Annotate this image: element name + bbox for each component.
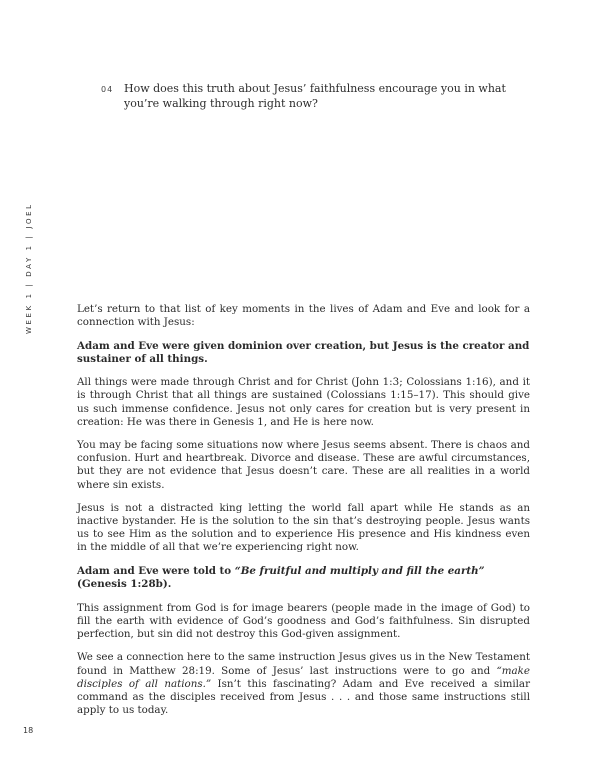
heading-reference: (Genesis 1:28b). bbox=[77, 578, 172, 591]
question-text: How does this truth about Jesus’ faithfulness encourage you in what you’re walking through right now? bbox=[124, 82, 506, 110]
body-text bbox=[77, 303, 530, 727]
section-side-label: WEEK 1 | DAY 1 | JOEL bbox=[25, 202, 33, 334]
question-number: 04 bbox=[101, 85, 114, 94]
paragraph-creator: All things were made through Christ and for Christ (John 1:3; Colossians 1:16), and it is through Christ that all things are sustained (Colossians 1:15–17). This should give us such immense confidence. Jesus not only cares for creation but is very present in creation: He was there in Genesis 1, and He is here now. bbox=[77, 376, 530, 428]
paragraph-part-a: We see a connection here to the same instruction Jesus gives us in the New Testament found in Matthew 28:19. Some of Jesus’ last instructions were to go and bbox=[77, 651, 530, 677]
paragraph-great-commission bbox=[77, 651, 530, 716]
reflection-question bbox=[101, 81, 531, 111]
heading-quote: “Be fruitful and multiply and fill the earth” bbox=[234, 565, 485, 577]
commission-quote: “make disciples of all nations.” bbox=[77, 664, 530, 690]
paragraph-assignment: This assignment from God is for image bearers (people made in the image of God) to fill the earth with evidence of God’s goodness and God’s faithfulness. Sin disrupted perfection, but sin did not destroy this God-given assignment. bbox=[77, 601, 530, 640]
section-heading-dominion: Adam and Eve were given dominion over creation, but Jesus is the creator and sustainer of all things. bbox=[77, 339, 530, 365]
paragraph-absence: You may be facing some situations now where Jesus seems absent. There is chaos and confusion. Hurt and heartbreak. Divorce and disease. These are awful circumstances, but they are not evidence that Jesus doesn’t care. These are all realities in a world where sin exists. bbox=[77, 439, 530, 491]
paragraph-part-b: Isn’t this fascinating? Adam and Eve received a similar command as the disciples received from Jesus . . . and those same instructions still apply to us today. bbox=[77, 677, 530, 716]
paragraph-solution: Jesus is not a distracted king letting the world fall apart while He stands as an inactive bystander. He is the solution to the sin that’s destroying people. Jesus wants us to see Him as the solution and to experience His presence and His kindness even in the middle of all that we’re experiencing right now. bbox=[77, 502, 530, 554]
heading-prefix: Adam and Eve were told to bbox=[77, 565, 235, 577]
intro-paragraph: Let’s return to that list of key moments in the lives of Adam and Eve and look for a connection with Jesus: bbox=[77, 303, 530, 329]
page-number: 18 bbox=[23, 726, 34, 735]
section-heading-fruitful bbox=[77, 565, 530, 591]
